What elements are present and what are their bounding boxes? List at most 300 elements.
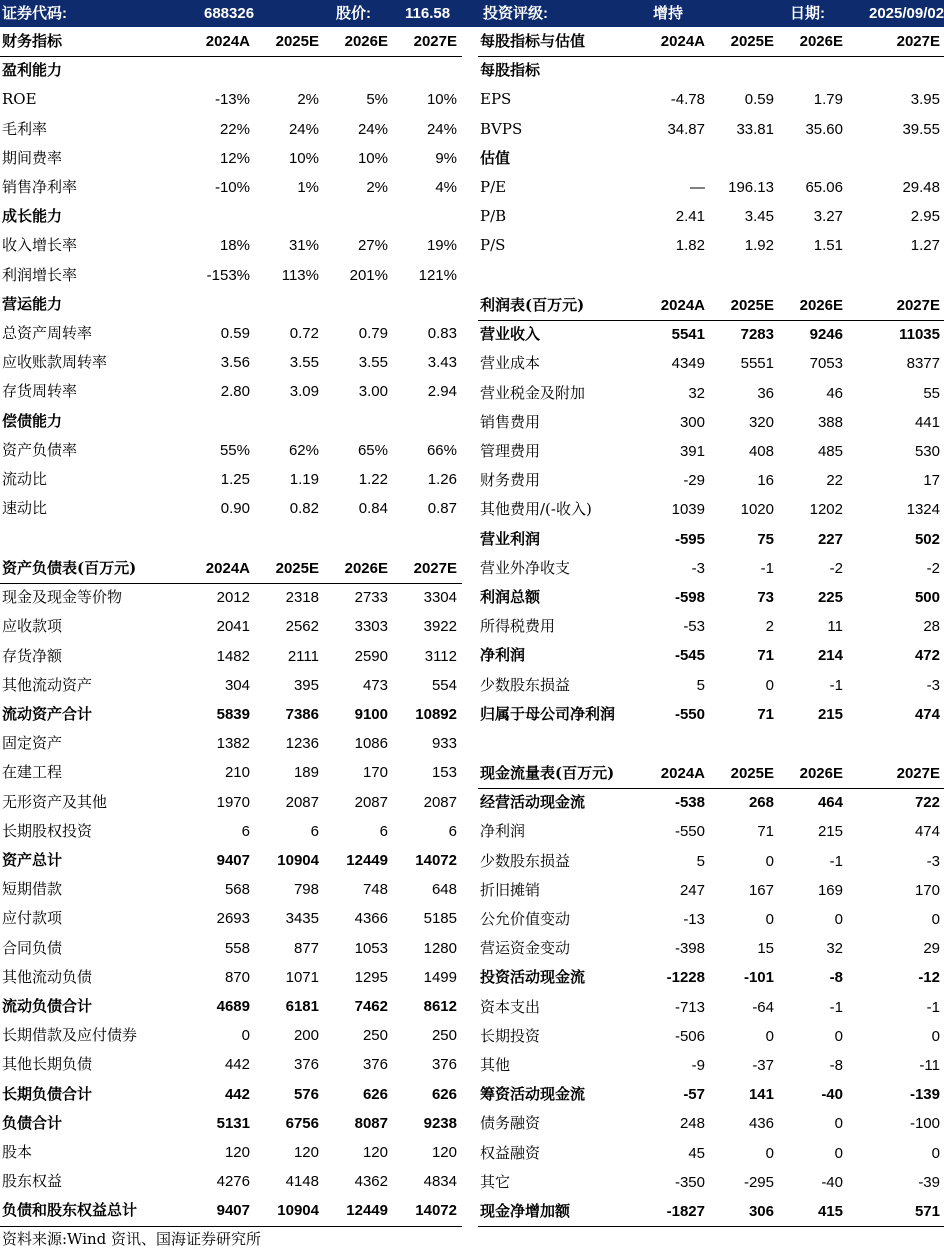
- cell-2025E: 576: [293, 1085, 319, 1103]
- cell-2024A: -1827: [666, 1203, 705, 1220]
- row-label: 存货净额: [2, 646, 63, 665]
- table-row: [478, 1022, 944, 1051]
- cell-2024A: 5: [696, 852, 705, 870]
- row-label: 总资产周转率: [2, 324, 93, 342]
- cell-2024A: -506: [674, 1027, 705, 1045]
- cell-2027E: 474: [914, 823, 940, 841]
- cell-2027E: 3304: [423, 589, 457, 607]
- cell-2024A: 2.41: [675, 208, 705, 226]
- cell-2027E: 0: [931, 1027, 940, 1045]
- table-row: [478, 671, 944, 700]
- cell-2026E: 0: [834, 1115, 843, 1133]
- cell-2025E: 10904: [277, 1202, 319, 1220]
- row-label: 每股指标: [480, 61, 541, 80]
- cell-2024A: 2041: [216, 618, 250, 636]
- table-row: [0, 934, 462, 963]
- row-label: BVPS: [480, 119, 523, 138]
- row-label: 少数股东损益: [480, 851, 571, 870]
- table-row: [478, 379, 944, 408]
- cell-2027E: 17: [923, 472, 940, 490]
- table-row: [478, 231, 944, 260]
- cell-2025E: 1%: [297, 179, 319, 196]
- cell-2025E: 10904: [277, 852, 319, 869]
- cell-2026E: 24%: [357, 120, 388, 138]
- table-row: [478, 1109, 944, 1138]
- cell-2026E: 473: [362, 676, 388, 694]
- cell-2026E: 1053: [354, 939, 388, 957]
- table-row: [478, 466, 944, 495]
- row-label: 资产负债率: [2, 440, 78, 459]
- cell-2025E: -295: [743, 1173, 774, 1191]
- row-label: 折旧摊销: [480, 880, 541, 899]
- cell-2025E: 0: [765, 911, 774, 928]
- row-label: 债务融资: [480, 1114, 541, 1133]
- cell-2026E: 2%: [366, 179, 388, 196]
- cell-2024A: 1.25: [220, 471, 250, 488]
- cell-2024A: 870: [224, 968, 250, 986]
- row-label: 期间费率: [2, 148, 63, 167]
- cell-2027E: -2: [926, 559, 940, 577]
- row-label: 营业税金及附加: [480, 383, 586, 402]
- cell-2027E: 8612: [423, 998, 457, 1015]
- cell-2024A: 9407: [216, 852, 250, 869]
- cell-2026E: 2733: [354, 589, 388, 607]
- table-row: [478, 1051, 944, 1080]
- row-label: P/E: [480, 178, 507, 196]
- table-row: [0, 817, 462, 846]
- cell-2027E: 39.55: [902, 120, 940, 138]
- column-header-2025E: 2025E: [275, 33, 319, 50]
- cell-2026E: 748: [362, 881, 388, 899]
- table-row: [0, 758, 462, 787]
- cell-2024A: -598: [674, 589, 705, 606]
- cell-2024A: 1.82: [675, 237, 705, 255]
- column-header-2026E: 2026E: [344, 560, 388, 577]
- row-label: ROE: [2, 90, 37, 109]
- cell-2026E: 3.00: [358, 383, 388, 401]
- table-row: [0, 231, 462, 260]
- cell-2027E: -3: [926, 852, 940, 870]
- cell-2025E: 3435: [285, 910, 319, 928]
- cell-2025E: 0: [765, 1144, 774, 1162]
- table-row: [0, 144, 462, 173]
- row-label: 利润总额: [480, 588, 541, 606]
- cell-2026E: 5%: [366, 91, 388, 109]
- cell-2024A: 6: [241, 822, 250, 840]
- row-label: 净利润: [480, 822, 526, 841]
- row-label: 少数股东损益: [480, 675, 571, 694]
- row-label: 毛利率: [2, 119, 48, 138]
- table-row: [0, 875, 462, 904]
- row-label: 应收款项: [2, 617, 63, 636]
- column-header-2024A: 2024A: [205, 33, 250, 50]
- cell-2026E: 626: [362, 1085, 388, 1103]
- row-label: 其它: [480, 1172, 511, 1191]
- table-row: [478, 700, 944, 729]
- table-row: [0, 85, 462, 114]
- cell-2025E: 4148: [285, 1173, 319, 1191]
- cell-2025E: 75: [757, 530, 774, 548]
- cell-2024A: -538: [674, 794, 705, 812]
- stock-code-label: 证券代码:: [2, 5, 67, 22]
- cell-2024A: 3.56: [220, 354, 250, 372]
- cell-2026E: 0: [834, 1144, 843, 1162]
- row-label: 流动负债合计: [2, 997, 93, 1015]
- column-header-2026E: 2026E: [344, 33, 388, 50]
- row-label: 营运能力: [2, 294, 63, 313]
- row-label: 现金及现金等价物: [2, 588, 123, 607]
- cell-2026E: -40: [821, 1173, 843, 1191]
- row-label: 营业外净收支: [480, 558, 571, 577]
- cell-2024A: -57: [683, 1086, 705, 1104]
- cell-2025E: 0.59: [744, 91, 774, 109]
- cell-2027E: 1.26: [427, 471, 457, 488]
- cash-flow-table-header: [478, 759, 944, 788]
- cell-2025E: 3.09: [289, 383, 319, 401]
- cell-2024A: 2012: [216, 589, 250, 607]
- cell-2025E: -1: [760, 559, 774, 577]
- cell-2026E: 3.27: [813, 208, 843, 226]
- cell-2026E: 10%: [357, 149, 388, 167]
- table-row: [0, 115, 462, 144]
- cell-2026E: 7053: [809, 355, 843, 373]
- cell-2025E: 7386: [285, 706, 319, 723]
- cell-2024A: 300: [679, 413, 705, 431]
- cell-2026E: 22: [826, 472, 843, 490]
- row-label: 筹资活动现金流: [480, 1085, 586, 1104]
- cell-2024A: 34.87: [667, 120, 705, 138]
- cell-2024A: 558: [224, 939, 250, 957]
- table-row: [478, 817, 944, 846]
- cell-2025E: 2111: [287, 647, 319, 665]
- cell-2024A: 391: [679, 443, 705, 460]
- cell-2027E: 14072: [415, 852, 457, 869]
- cell-2026E: 225: [817, 589, 843, 606]
- row-label: 营业利润: [480, 529, 541, 548]
- cell-2024A: 4689: [216, 998, 250, 1015]
- cell-2025E: -64: [752, 998, 774, 1016]
- cell-2024A: -350: [674, 1173, 705, 1191]
- cell-2024A: -53: [683, 618, 705, 636]
- row-label: 成长能力: [2, 207, 63, 226]
- table-row: [0, 494, 462, 523]
- cell-2027E: 4834: [423, 1173, 457, 1191]
- table-title: 利润表(百万元): [480, 296, 585, 314]
- table-row: [0, 846, 462, 875]
- cell-2024A: 568: [224, 881, 250, 899]
- cell-2025E: 31%: [288, 237, 319, 255]
- cell-2027E: 0: [931, 1144, 940, 1162]
- cell-2026E: 0.84: [358, 500, 388, 518]
- table-row: [478, 1168, 944, 1197]
- cell-2025E: 6756: [285, 1114, 319, 1132]
- cell-2024A: 210: [224, 764, 250, 782]
- cell-2025E: 3.55: [289, 354, 319, 372]
- cell-2026E: 120: [362, 1144, 388, 1161]
- table-row: [478, 905, 944, 934]
- cell-2027E: 1324: [906, 501, 940, 519]
- cell-2025E: 1236: [285, 735, 319, 753]
- cell-2026E: 464: [817, 794, 843, 812]
- cell-2026E: 485: [817, 443, 843, 460]
- row-label: 权益融资: [480, 1143, 541, 1162]
- cell-2025E: 10%: [288, 149, 319, 167]
- cell-2026E: 0: [834, 911, 843, 928]
- cell-2026E: 3303: [354, 618, 388, 636]
- table-row: [478, 876, 944, 905]
- row-label: 偿债能力: [2, 411, 63, 430]
- cell-2024A: 442: [224, 1085, 250, 1103]
- cell-2027E: -11: [919, 1057, 940, 1074]
- cell-2024A: 45: [688, 1144, 705, 1162]
- cell-2027E: 3112: [424, 647, 457, 665]
- section-heading: [0, 407, 462, 436]
- table-row: [478, 993, 944, 1022]
- row-label: 营业成本: [480, 354, 541, 373]
- cell-2025E: 6: [310, 822, 319, 840]
- cell-2026E: 376: [362, 1056, 388, 1074]
- cell-2025E: 2%: [297, 91, 319, 109]
- table-row: [0, 671, 462, 700]
- table-row: [0, 173, 462, 202]
- cell-2026E: 388: [817, 413, 843, 431]
- row-label: 应收账款周转率: [2, 353, 108, 372]
- row-label: 盈利能力: [2, 61, 63, 80]
- cell-2024A: -13%: [214, 91, 250, 109]
- cell-2027E: 10%: [426, 91, 457, 109]
- row-label: P/S: [480, 236, 506, 255]
- cell-2027E: -100: [909, 1115, 940, 1133]
- cell-2027E: 2.95: [910, 208, 940, 226]
- cell-2024A: 0.59: [220, 325, 250, 342]
- cell-2026E: 215: [817, 705, 843, 723]
- price-value: 116.58: [405, 5, 451, 22]
- cell-2027E: 502: [914, 530, 940, 548]
- cell-2026E: 46: [826, 384, 843, 402]
- rating-label: 投资评级:: [483, 5, 548, 22]
- row-label: 现金净增加额: [480, 1202, 571, 1220]
- cell-2027E: 554: [431, 676, 457, 694]
- column-header-2027E: 2027E: [413, 33, 457, 50]
- cell-2025E: 71: [757, 705, 774, 723]
- cell-2025E: 0: [765, 852, 774, 870]
- cell-2025E: 120: [293, 1144, 319, 1161]
- row-label: 公允价值变动: [480, 910, 571, 928]
- table-row: [0, 612, 462, 641]
- row-label: 应付款项: [2, 909, 63, 928]
- row-label: 流动比: [2, 470, 48, 488]
- cell-2027E: 66%: [426, 441, 457, 459]
- cell-2027E: -3: [926, 676, 940, 694]
- table-row: [478, 525, 944, 554]
- row-label: 收入增长率: [2, 236, 78, 255]
- cell-2025E: 196.13: [728, 179, 774, 196]
- cell-2025E: 0.72: [289, 325, 319, 342]
- cell-2025E: 24%: [288, 120, 319, 138]
- income-statement-table-header: [478, 291, 944, 320]
- row-label: 合同负债: [2, 938, 63, 957]
- cell-2024A: -550: [674, 705, 705, 723]
- row-label: 无形资产及其他: [2, 792, 108, 811]
- cell-2027E: 933: [431, 735, 457, 753]
- cell-2025E: 141: [748, 1086, 774, 1104]
- cell-2026E: 11: [827, 618, 843, 636]
- cell-2027E: -39: [918, 1173, 940, 1191]
- cell-2025E: -101: [743, 969, 774, 987]
- row-label: 净利润: [480, 646, 526, 665]
- cell-2027E: 9%: [435, 149, 457, 167]
- cell-2024A: -13: [683, 911, 705, 928]
- table-row: [478, 437, 944, 466]
- table-row: [0, 1167, 462, 1196]
- row-label: 经营活动现金流: [480, 793, 586, 812]
- table-title: 现金流量表(百万元): [480, 764, 615, 782]
- row-label: 营运资金变动: [480, 939, 571, 958]
- cell-2026E: 1202: [809, 501, 843, 519]
- table-row: [478, 1139, 944, 1168]
- row-label: 利润增长率: [2, 265, 78, 284]
- row-label: 长期借款及应付债券: [2, 1026, 138, 1045]
- table-row: [0, 319, 462, 348]
- cell-2024A: 55%: [219, 441, 250, 459]
- cell-2024A: 1970: [216, 793, 250, 811]
- table-row: [0, 642, 462, 671]
- cell-2025E: 16: [757, 472, 774, 490]
- cell-2025E: 0: [765, 676, 774, 694]
- column-header-2025E: 2025E: [730, 765, 774, 782]
- cell-2027E: 474: [914, 705, 940, 723]
- column-header-2027E: 2027E: [413, 560, 457, 577]
- header-bar: [0, 0, 944, 27]
- table-row: [478, 641, 944, 670]
- cell-2024A: 248: [679, 1115, 705, 1133]
- table-bottom-rule: [478, 1226, 944, 1227]
- table-row: [478, 495, 944, 524]
- cell-2025E: 0: [765, 1027, 774, 1045]
- table-row: [478, 85, 944, 114]
- table-row: [0, 436, 462, 465]
- cell-2026E: 35.60: [805, 120, 843, 138]
- cell-2026E: 169: [817, 881, 843, 899]
- cell-2027E: 8377: [906, 355, 940, 373]
- cell-2026E: 3.55: [358, 354, 388, 372]
- date-label: 日期:: [790, 5, 825, 22]
- table-row: [0, 700, 462, 729]
- cell-2027E: 5185: [423, 910, 457, 928]
- price-label: 股价:: [336, 5, 371, 22]
- cell-2024A: 1382: [216, 735, 250, 753]
- cell-2027E: 19%: [426, 237, 457, 255]
- table-row: [478, 788, 944, 817]
- column-header-2026E: 2026E: [799, 765, 843, 782]
- cell-2027E: 3.95: [910, 91, 940, 109]
- cell-2026E: 250: [362, 1027, 388, 1045]
- cell-2025E: 189: [293, 764, 319, 782]
- row-label: P/B: [480, 207, 507, 226]
- cell-2024A: 304: [224, 676, 250, 694]
- cell-2027E: 153: [431, 764, 457, 782]
- table-title: 资产负债表(百万元): [2, 559, 137, 577]
- cell-2027E: 120: [431, 1144, 457, 1161]
- column-header-2026E: 2026E: [799, 33, 843, 50]
- cell-2024A: -713: [674, 998, 705, 1016]
- cell-2025E: 62%: [288, 441, 319, 459]
- cell-2027E: 24%: [426, 120, 457, 138]
- cell-2025E: 306: [748, 1203, 774, 1220]
- cell-2024A: 5131: [216, 1114, 250, 1132]
- table-row: [478, 612, 944, 641]
- row-label: 其他流动资产: [2, 675, 93, 694]
- cell-2026E: -8: [829, 1057, 843, 1074]
- cell-2027E: 2.94: [427, 383, 457, 401]
- cell-2024A: 2693: [216, 910, 250, 928]
- cell-2026E: 1086: [354, 735, 388, 753]
- table-row: [0, 1050, 462, 1079]
- cell-2024A: 0.90: [220, 500, 250, 518]
- column-header-2024A: 2024A: [660, 33, 705, 50]
- cell-2024A: -1228: [666, 969, 705, 987]
- cell-2027E: 571: [914, 1203, 940, 1220]
- cell-2027E: 6: [448, 822, 457, 840]
- row-label: 销售净利率: [2, 178, 78, 196]
- cell-2025E: 320: [748, 413, 774, 431]
- cell-2024A: 22%: [219, 120, 250, 138]
- cell-2027E: 2087: [423, 793, 457, 811]
- cell-2027E: 1499: [423, 968, 457, 986]
- cell-2027E: 29.48: [902, 179, 940, 196]
- cell-2027E: 55: [923, 384, 940, 402]
- cell-2024A: -10%: [214, 179, 250, 196]
- cell-2027E: 648: [431, 881, 457, 899]
- cell-2026E: 8087: [354, 1114, 388, 1132]
- cell-2024A: -153%: [206, 266, 250, 284]
- cell-2025E: 200: [293, 1027, 319, 1045]
- cell-2027E: 29: [923, 940, 940, 958]
- section-heading: [478, 56, 944, 85]
- table-row: [0, 348, 462, 377]
- cell-2026E: 65.06: [805, 179, 843, 196]
- cell-2025E: 436: [748, 1115, 774, 1133]
- cell-2025E: 2318: [285, 589, 319, 607]
- table-row: [478, 963, 944, 992]
- table-row: [0, 1021, 462, 1050]
- cell-2026E: -40: [821, 1086, 843, 1104]
- cell-2026E: -2: [829, 559, 843, 577]
- cell-2027E: -139: [909, 1086, 940, 1104]
- cell-2026E: -8: [829, 969, 843, 987]
- column-header-2024A: 2024A: [660, 765, 705, 782]
- cell-2026E: 227: [817, 530, 843, 548]
- cell-2024A: -550: [674, 823, 705, 841]
- table-row: [478, 202, 944, 231]
- cell-2025E: 7283: [740, 326, 774, 344]
- table-row: [0, 963, 462, 992]
- cell-2026E: 32: [826, 940, 843, 958]
- cell-2027E: 472: [914, 647, 940, 665]
- cell-2025E: 71: [757, 823, 774, 841]
- row-label: 其他长期负债: [2, 1055, 93, 1074]
- cell-2027E: 14072: [415, 1202, 457, 1220]
- cell-2024A: 32: [688, 384, 705, 402]
- section-heading: [0, 290, 462, 319]
- rating-value: 增持: [653, 5, 684, 22]
- cell-2026E: 4366: [354, 910, 388, 928]
- cell-2027E: 1.27: [910, 237, 940, 255]
- cell-2025E: 408: [748, 443, 774, 460]
- row-label: 所得税费用: [480, 617, 556, 636]
- cell-2026E: 214: [817, 647, 843, 665]
- cell-2025E: 1020: [740, 501, 774, 519]
